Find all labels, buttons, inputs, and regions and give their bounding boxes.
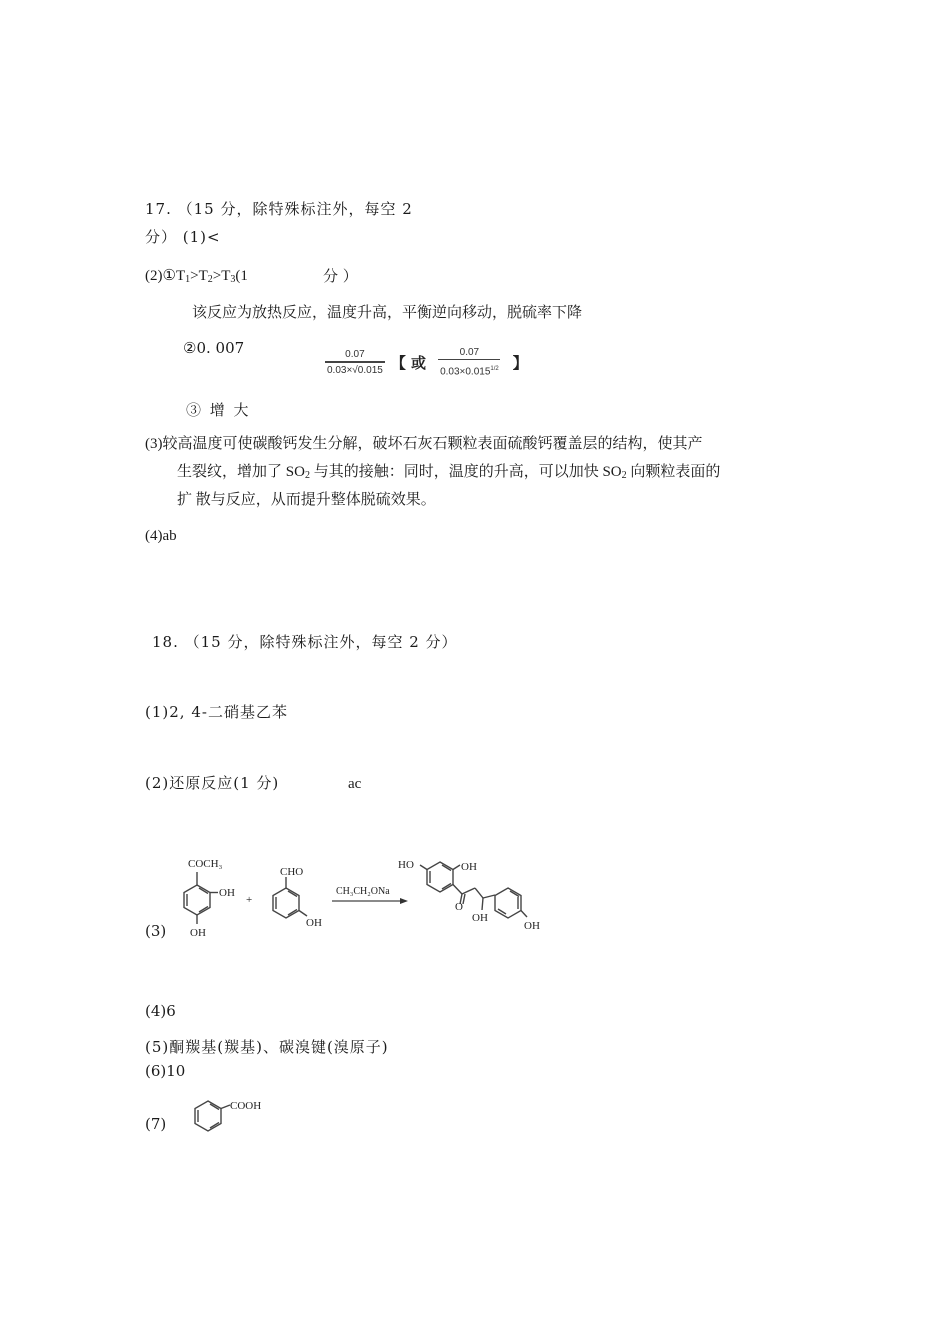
reaction-arrow-icon [332,898,408,904]
q18-part7-label: (7) [145,1115,167,1133]
q18-part1: (1)2, 4-二硝基乙苯 [145,703,288,721]
q17-part2-value: ②0. 007 [183,339,245,357]
q18-part3-label: (3) [145,922,167,940]
carboxyl-group-label: COOH [230,1100,262,1112]
q17-part2-score: 分 ） [323,267,358,285]
reactant1-ring-icon [184,872,218,924]
reaction-scheme [170,850,550,945]
q17-equilibrium-formula [325,347,528,378]
q17-part2-order: $(2)①T_1>T_2>T_3(1$ [145,268,248,285]
benzoic-acid-structure [190,1093,280,1138]
acetyl-group-label: COCH₃ [188,858,223,870]
plus-sign: + [246,894,253,906]
fraction-sqrt: $\frac{0.07}{0.03\times√0.015}$ [327,349,383,376]
q17-part3-line2: 生裂纹，增加了 $SO_2$ 与其的接触：同时，温度的升高，可以加快 $SO_2$ 向颗粒表面的 [177,464,721,481]
reactant2-ring-icon [273,877,307,918]
benzene-ring-icon [195,1101,230,1131]
q17-part4: (4)ab [145,528,177,544]
bracket-open: 【 或 [390,353,427,372]
q18-part2-answer: ac [348,776,362,792]
q17-part3-line3: 扩 散与反应，从而提升整体脱硫效果。 [177,492,436,508]
q18-part6: (6)10 [145,1062,186,1080]
hydroxyl-label: OH [461,861,477,873]
aldehyde-group-label: CHO [280,866,304,878]
q17-header-line1: 17. （15 分，除特殊标注外，每空 2 [145,200,413,218]
hydroxyl-label: OH [524,920,540,932]
carbonyl-oxygen-label: O [455,901,463,913]
reagent-label: CH₃CH₂ONa [336,886,390,897]
q18-part4: (4)6 [145,1002,176,1020]
hydroxyl-label: OH [190,927,206,939]
q17-part2-3: ③ 增 大 [186,401,251,419]
fraction-exponent: $\frac{0.07}{0.03\times 0.015^{1/2}}$ [440,347,499,378]
q17-header-line2: 分） (1)< [145,228,221,246]
hydroxyl-label: OH [472,912,488,924]
q18-part2: (2)还原反应(1 分) [145,774,280,792]
hydroxyl-label: HO [398,859,414,871]
q17-part2-reason: 该反应为放热反应，温度升高，平衡逆向移动，脱硫率下降 [192,303,583,321]
hydroxyl-label: OH [219,887,235,899]
q17-part3-line1: (3)较高温度可使碳酸钙发生分解，破坏石灰石颗粒表面硫酸钙覆盖层的结构，使其产 [145,436,703,452]
q18-part5: (5)酮羰基(羰基)、碳溴键(溴原子) [145,1038,389,1056]
bracket-close: 】 [512,353,528,372]
hydroxyl-label: OH [306,917,322,929]
q18-header: 18. （15 分，除特殊标注外，每空 2 分） [152,633,458,651]
